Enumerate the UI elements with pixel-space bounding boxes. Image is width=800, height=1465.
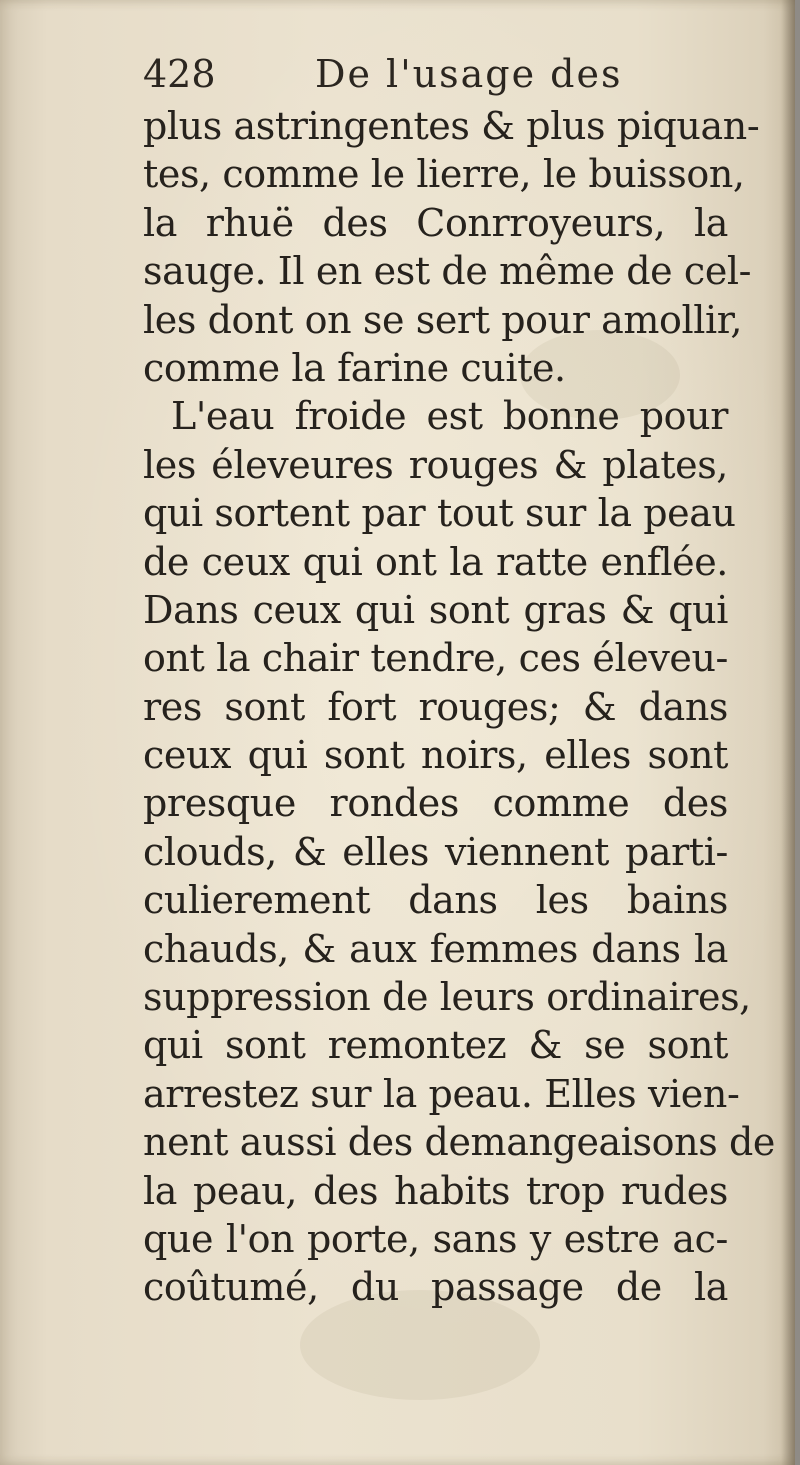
text-line: coûtumé, du passage de la <box>143 1265 728 1310</box>
page-number: 428 <box>143 52 216 96</box>
page-edge-shadow <box>781 0 795 1465</box>
text-line: ceux qui sont noirs, elles sont <box>143 733 728 778</box>
text-line: plus astringentes & plus piquan- <box>143 104 760 148</box>
text-line: qui sont remontez & se sont <box>143 1023 728 1068</box>
text-line: culierement dans les bains <box>143 878 728 923</box>
text-line: chauds, & aux femmes dans la <box>143 926 728 971</box>
text-line: la rhuë des Conrroyeurs, la <box>143 200 728 245</box>
text-line: nent aussi des demangeaisons de <box>143 1120 775 1165</box>
text-line: Dans ceux qui sont gras & qui <box>143 587 728 632</box>
text-line: comme la farine cuite. <box>143 345 566 390</box>
text-line: de ceux qui ont la ratte enflée. <box>143 539 728 584</box>
text-line: clouds, & elles viennent parti- <box>143 829 728 874</box>
text-line: que l'on porte, sans y estre ac- <box>143 1216 728 1261</box>
text-line: les éleveures rouges & plates, <box>143 442 728 487</box>
text-line: sauge. Il en est de même de cel- <box>143 249 752 294</box>
text-line: L'eau froide est bonne pour <box>171 394 728 439</box>
text-line: la peau, des habits trop rudes <box>143 1168 728 1213</box>
page-header <box>143 44 703 104</box>
text-line: arrestez sur la peau. Elles vien- <box>143 1071 740 1116</box>
text-line: suppression de leurs ordinaires, <box>143 975 751 1020</box>
text-line: presque rondes comme des <box>143 781 728 826</box>
text-line: ont la chair tendre, ces éleveu- <box>143 636 728 681</box>
text-line: les dont on se sert pour amollir, <box>143 297 743 342</box>
text-line: tes, comme le lierre, le buisson, <box>143 152 745 197</box>
running-title: De l'usage des <box>315 52 623 96</box>
body-text <box>143 102 775 1312</box>
text-line: qui sortent par tout sur la peau <box>143 491 736 536</box>
text-line: res sont fort rouges; & dans <box>143 684 728 729</box>
